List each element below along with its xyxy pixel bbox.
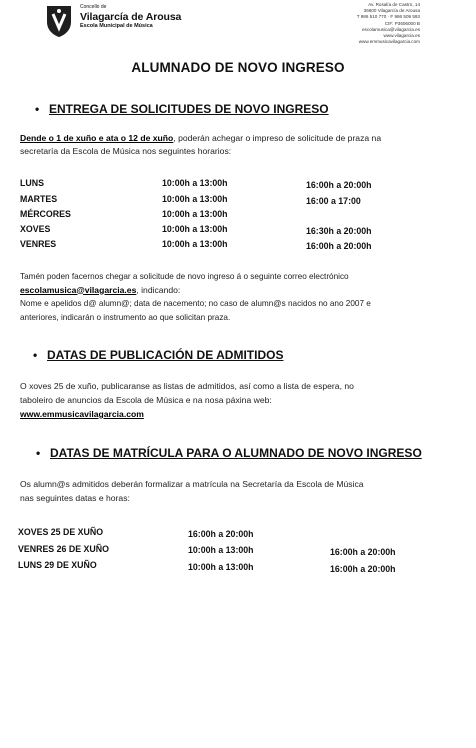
intro-text: , poderán achegar o impreso de solicitude de praza na xyxy=(173,133,382,143)
section-heading-matricula xyxy=(36,446,422,460)
schedule-day: MÉRCORES xyxy=(20,209,71,219)
website-link[interactable]: www.emmusicavilagarcia.com xyxy=(20,409,144,419)
section-heading-entrega xyxy=(35,102,329,116)
section-heading-text: DATAS DE MATRÍCULA PARA O ALUMNADO DE NOVO INGRESO xyxy=(50,446,422,460)
email-paragraph xyxy=(20,270,468,324)
logo-name: Vilagarcía de Arousa xyxy=(80,10,182,23)
schedule-day: MARTES xyxy=(20,194,58,204)
enrolment-slot: 16:00h a 20:00h xyxy=(188,529,254,539)
page-title: ALUMNADO DE NOVO INGRESO xyxy=(131,60,345,75)
enrolment-day: LUNS 29 DE XUÑO xyxy=(18,560,97,570)
details-text: Nome e apelidos d@ alumn@; data de nacemento; no caso de alumn@s nacidos no ano 2007 e xyxy=(20,299,371,308)
publication-text: O xoves 25 de xuño, publicaranse as listas de admitidos, así como a lista de espera, no xyxy=(20,381,354,391)
bullet-dot-icon: • xyxy=(36,446,41,460)
schedule-morning: 10:00h a 13:00h xyxy=(162,194,228,204)
date-range: Dende o 1 de xuño e ata o 12 de xuño xyxy=(20,133,174,143)
address-line: CIF: P3606000 B xyxy=(384,20,420,26)
section-heading-text: ENTREGA DE SOLICITUDES DE NOVO INGRESO xyxy=(49,102,329,116)
address-line: escolamusica@vilagarcia.es xyxy=(361,26,420,32)
enrolment-slot: 10:00h a 13:00h xyxy=(188,562,254,572)
shield-logo-icon xyxy=(45,4,73,38)
section-heading-text: DATAS DE PUBLICACIÓN DE ADMITIDOS xyxy=(47,348,284,362)
enrolment-slot: 16:00h a 20:00h xyxy=(330,564,396,574)
logo-small-text: Concello de xyxy=(80,4,107,10)
section-heading-publicacion xyxy=(33,348,283,362)
enrolment-day: VENRES 26 DE XUÑO xyxy=(18,544,109,554)
bullet-dot-icon: • xyxy=(33,348,38,362)
enrolment-slot: 10:00h a 13:00h xyxy=(188,545,254,555)
publication-text-line2: taboleiro de anuncios da Escola de Música e na nosa páxina web: xyxy=(20,395,272,405)
address-block xyxy=(357,2,420,45)
schedule-afternoon: 16:30h a 20:00h xyxy=(306,226,372,236)
schedule-afternoon: 16:00 a 17:00 xyxy=(306,196,361,206)
schedule-afternoon: 16:00h a 20:00h xyxy=(306,180,372,190)
enrolment-text: Os alumn@s admitidos deberán formalizar a matrícula na Secretaría da Escola de Música xyxy=(20,479,364,489)
section2-text xyxy=(20,379,470,421)
address-line: www.vilagarcia.es xyxy=(383,33,420,39)
enrolment-slot: 16:00h a 20:00h xyxy=(330,547,396,557)
address-line: Av. Rosalía de Castro, 14 xyxy=(368,2,420,7)
email-suffix: , indicando: xyxy=(136,284,181,295)
bullet-dot-icon: • xyxy=(35,102,40,116)
address-line: www.emmusicavilagarcia.com xyxy=(358,39,420,45)
intro-text-line2: secretaría da Escola de Música nos seguintes horarios: xyxy=(20,146,232,156)
enrolment-day: XOVES 25 DE XUÑO xyxy=(18,527,104,537)
email-link[interactable]: escolamusica@vilagarcia.es xyxy=(20,284,137,295)
schedule-morning: 10:00h a 13:00h xyxy=(162,209,228,219)
logo-school: Escola Municipal de Música xyxy=(80,22,153,29)
address-line: 36600 Vilagarcía de Arousa xyxy=(363,8,420,14)
email-text: Tamén poden facernos chegar a solicitude de novo ingreso á o seguinte correo electrónico xyxy=(20,272,349,281)
logo-text xyxy=(80,5,181,29)
details-text-line2: anteriores, indicarán o instrumento ao que solicitan praza. xyxy=(20,312,231,322)
address-line: T 986 510 770 · F 986 509 593 xyxy=(356,14,420,20)
enrolment-text-line2: nas seguintes datas e horas: xyxy=(20,493,130,503)
section1-intro xyxy=(20,132,460,158)
schedule-day: XOVES xyxy=(20,224,51,234)
schedule-morning: 10:00h a 13:00h xyxy=(162,224,228,234)
schedule-day: VENRES xyxy=(20,239,57,249)
schedule-day: LUNS xyxy=(20,178,44,188)
section3-text xyxy=(20,477,470,505)
schedule-morning: 10:00h a 13:00h xyxy=(162,239,228,249)
schedule-afternoon: 16:00h a 20:00h xyxy=(306,241,372,251)
schedule-morning: 10:00h a 13:00h xyxy=(162,178,228,188)
